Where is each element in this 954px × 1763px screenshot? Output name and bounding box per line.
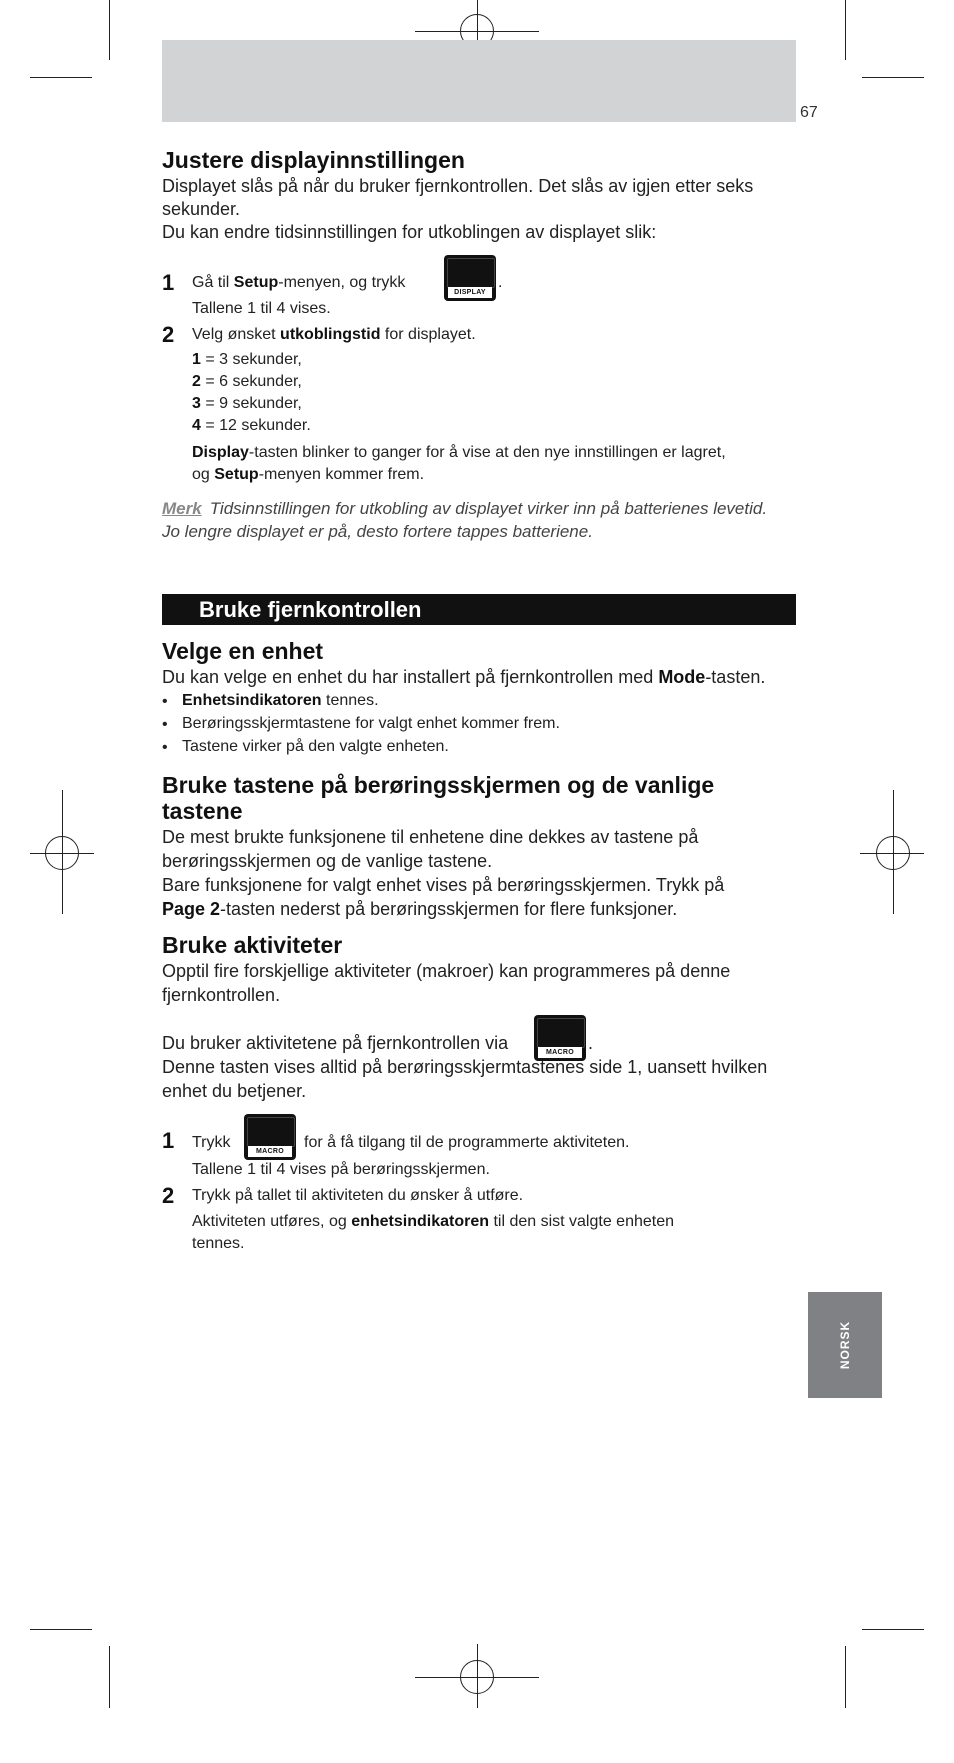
bullet-item: Enhetsindikatoren tennes. bbox=[182, 692, 379, 709]
activities-step2-line3: tennes. bbox=[192, 1235, 245, 1252]
section-bar bbox=[162, 594, 796, 625]
confirm-line2: og Setup-menyen kommer frem. bbox=[192, 466, 425, 483]
bullet-icon: • bbox=[162, 716, 168, 733]
crop-mark bbox=[30, 1629, 92, 1630]
select-device-heading: Velge en enhet bbox=[162, 638, 324, 664]
crop-mark bbox=[862, 1629, 924, 1630]
option-line: 3 = 9 sekunder, bbox=[192, 395, 302, 412]
option-line: 2 = 6 sekunder, bbox=[192, 373, 302, 390]
display-intro-line1: Displayet slås på når du bruker fjernkontrollen. Det slås av igjen etter seks bbox=[162, 176, 754, 196]
touch-keys-line1: De mest brukte funksjonene til enhetene dine dekkes av tastene på bbox=[162, 827, 699, 847]
display-step1-text: Gå til Setup-menyen, og trykk bbox=[192, 274, 406, 291]
bullet-item: Berøringsskjermtastene for valgt enhet kommer frem. bbox=[182, 715, 560, 732]
language-tab-label: NORSK bbox=[838, 1320, 852, 1370]
page-number: 67 bbox=[800, 104, 818, 121]
macro-key-icon: MACRO bbox=[534, 1015, 586, 1061]
display-step1-line2: Tallene 1 til 4 vises. bbox=[192, 300, 331, 317]
activities-step2-line2: Aktiviteten utføres, og enhetsindikatoren til den sist valgte enheten bbox=[192, 1213, 675, 1230]
touch-keys-line3: Bare funksjonene for valgt enhet vises på berøringsskjermen. Trykk på bbox=[162, 875, 725, 895]
activities-line2: fjernkontrollen. bbox=[162, 985, 281, 1005]
step-number: 1 bbox=[162, 1128, 175, 1153]
activities-line3-period: . bbox=[588, 1033, 594, 1053]
crop-mark bbox=[845, 1646, 846, 1708]
activities-line3: Du bruker aktivitetene på fjernkontrollen via bbox=[162, 1033, 509, 1053]
option-line: 1 = 3 sekunder, bbox=[192, 351, 302, 368]
crop-mark bbox=[845, 0, 846, 60]
note-line1: Merk Tidsinnstillingen for utkobling av displayet virker inn på batterienes levetid. bbox=[162, 499, 768, 518]
step-number: 1 bbox=[162, 270, 175, 295]
crop-mark bbox=[109, 1646, 110, 1708]
display-settings-heading: Justere displayinnstillingen bbox=[162, 147, 465, 173]
confirm-line1: Display-tasten blinker to ganger for å vise at den nye innstillingen er lagret, bbox=[192, 444, 726, 461]
display-intro-line2: sekunder. bbox=[162, 199, 241, 219]
activities-step2-line1: Trykk på tallet til aktiviteten du ønsker å utføre. bbox=[192, 1187, 524, 1204]
crop-mark bbox=[862, 77, 924, 78]
note-label: Merk bbox=[162, 499, 202, 518]
option-line: 4 = 12 sekunder. bbox=[192, 417, 311, 434]
crop-mark bbox=[109, 0, 110, 60]
activities-step1-line2: Tallene 1 til 4 vises på berøringsskjermen. bbox=[192, 1161, 490, 1178]
step-number: 2 bbox=[162, 322, 175, 347]
activities-line1: Opptil fire forskjellige aktiviteter (makroer) kan programmeres på denne bbox=[162, 961, 731, 981]
language-tab bbox=[808, 1292, 882, 1398]
step1-period: . bbox=[498, 274, 503, 291]
touch-keys-heading-line2: tastene bbox=[162, 798, 243, 824]
touch-keys-line4: Page 2-tasten nederst på berøringsskjermen for flere funksjoner. bbox=[162, 899, 678, 919]
activities-step1-post: for å få tilgang til de programmerte aktiviteten. bbox=[304, 1134, 630, 1151]
select-device-intro: Du kan velge en enhet du har installert på fjernkontrollen med Mode-tasten. bbox=[162, 667, 766, 687]
header-band bbox=[162, 40, 796, 122]
display-step2-text: Velg ønsket utkoblingstid for displayet. bbox=[192, 326, 476, 343]
section-title: Bruke fjernkontrollen bbox=[199, 597, 422, 622]
note-line2: Jo lengre displayet er på, desto fortere tappes batteriene. bbox=[162, 522, 593, 541]
touch-keys-line2: berøringsskjermen og de vanlige tastene. bbox=[162, 851, 493, 871]
crop-mark bbox=[30, 77, 92, 78]
activities-line4: Denne tasten vises alltid på berøringsskjermtastenes side 1, uansett hvilken bbox=[162, 1057, 768, 1077]
activities-heading: Bruke aktiviteter bbox=[162, 932, 343, 958]
activities-step1-pre: Trykk bbox=[192, 1134, 231, 1151]
step-number: 2 bbox=[162, 1183, 175, 1208]
bullet-item: Tastene virker på den valgte enheten. bbox=[182, 738, 449, 755]
display-key-icon: DISPLAY bbox=[444, 255, 496, 301]
display-intro-line3: Du kan endre tidsinnstillingen for utkoblingen av displayet slik: bbox=[162, 222, 657, 242]
bullet-icon: • bbox=[162, 693, 168, 710]
bullet-icon: • bbox=[162, 739, 168, 756]
touch-keys-heading-line1: Bruke tastene på berøringsskjermen og de vanlige bbox=[162, 772, 715, 798]
activities-line5: enhet du betjener. bbox=[162, 1081, 307, 1101]
macro-key-icon: MACRO bbox=[244, 1114, 296, 1160]
